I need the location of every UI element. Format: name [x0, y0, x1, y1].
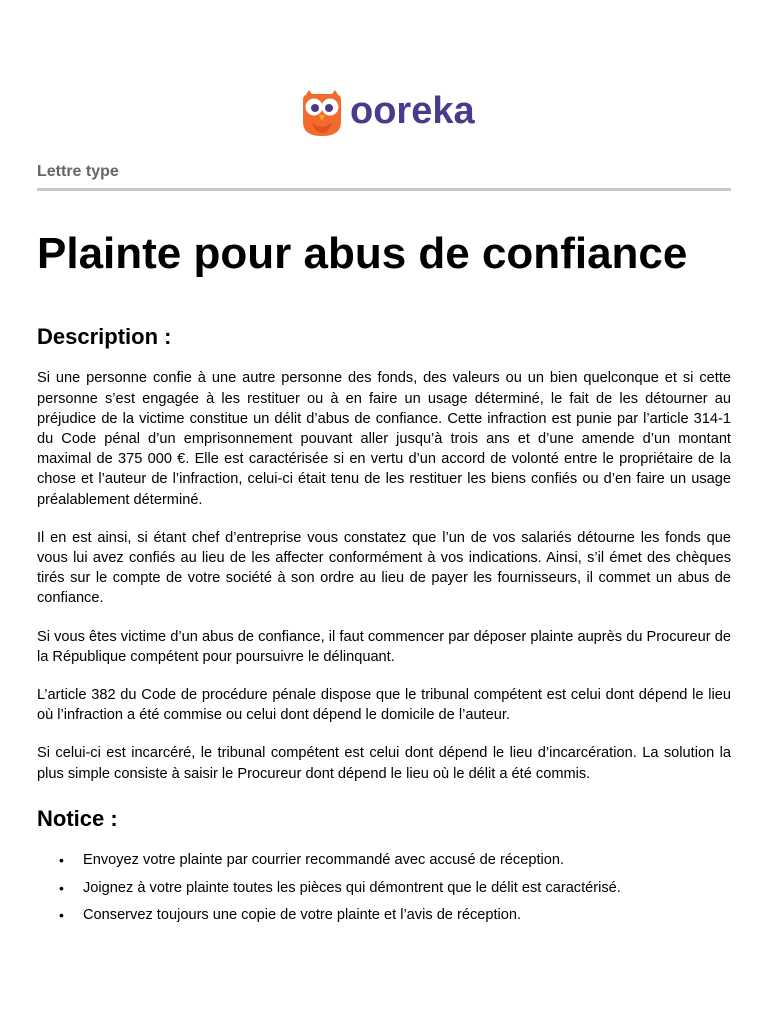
document-body — [37, 324, 731, 933]
notice-list — [37, 850, 731, 925]
description-paragraph: Si une personne confie à une autre personne des fonds, des valeurs ou un bien quelconque et si cette personne s’est engagée à les restituer ou à en faire un usage déterminé, le fait de les détourner au préjudice de la victime constitue un délit d’abus de confiance. Cette infraction est punie par l’article 314-1 du Code pénal d’un emprisonnement pouvant aller jusqu’à trois ans et d’une amende d’un montant maximal de 375 000 €. Elle est caractérisée si en vertu d’un accord de volonté entre le propriétaire de la chose et l’auteur de l’infraction, celui-ci était tenu de les restituer les biens confiés ou d’en faire un usage préalablement déterminé. — [37, 370, 731, 508]
notice-heading: Notice : — [37, 805, 118, 831]
notice-list-item: • Envoyez votre plainte par courrier recommandé avec accusé de réception. — [37, 850, 731, 870]
description-heading: Description : — [37, 324, 172, 349]
page-title: Plainte pour abus de confiance — [37, 229, 688, 278]
document-type-label: Lettre type — [37, 163, 119, 180]
notice-list-item: • Conservez toujours une copie de votre plainte et l’avis de réception. — [37, 905, 731, 925]
header-divider — [37, 188, 731, 191]
owl-logo-icon — [300, 88, 344, 138]
description-paragraph: Si celui-ci est incarcéré, le tribunal compétent est celui dont dépend le lieu d’incarcération. La solution la plus simple consiste à saisir le Procureur dont dépend le lieu où le délit a été commis. — [37, 745, 731, 782]
description-paragraph: L’article 382 du Code de procédure pénale dispose que le tribunal compétent est celui dont dépend le lieu où l’infraction a été commise ou celui dont dépend le domicile de l’auteur. — [37, 687, 731, 724]
description-paragraph: Si vous êtes victime d’un abus de confiance, il faut commencer par déposer plainte auprès du Procureur de la République compétent pour poursuivre le délinquant. — [37, 628, 731, 665]
brand-name: ooreka — [350, 90, 475, 132]
description-paragraph: Il en est ainsi, si étant chef d’entreprise vous constatez que l’un de vos salariés détourne les fonds que vous lui avez confiés au lieu de les affecter conformément à vos indications. Ainsi, s’il émet des chèques tirés sur le compte de votre société à son ordre au lieu de payer les fournisseurs, il commet un abus de confiance. — [37, 529, 731, 607]
brand-logo[interactable] — [300, 88, 475, 138]
notice-list-item: • Joignez à votre plainte toutes les pièces qui démontrent que le délit est caractérisé. — [37, 878, 731, 898]
